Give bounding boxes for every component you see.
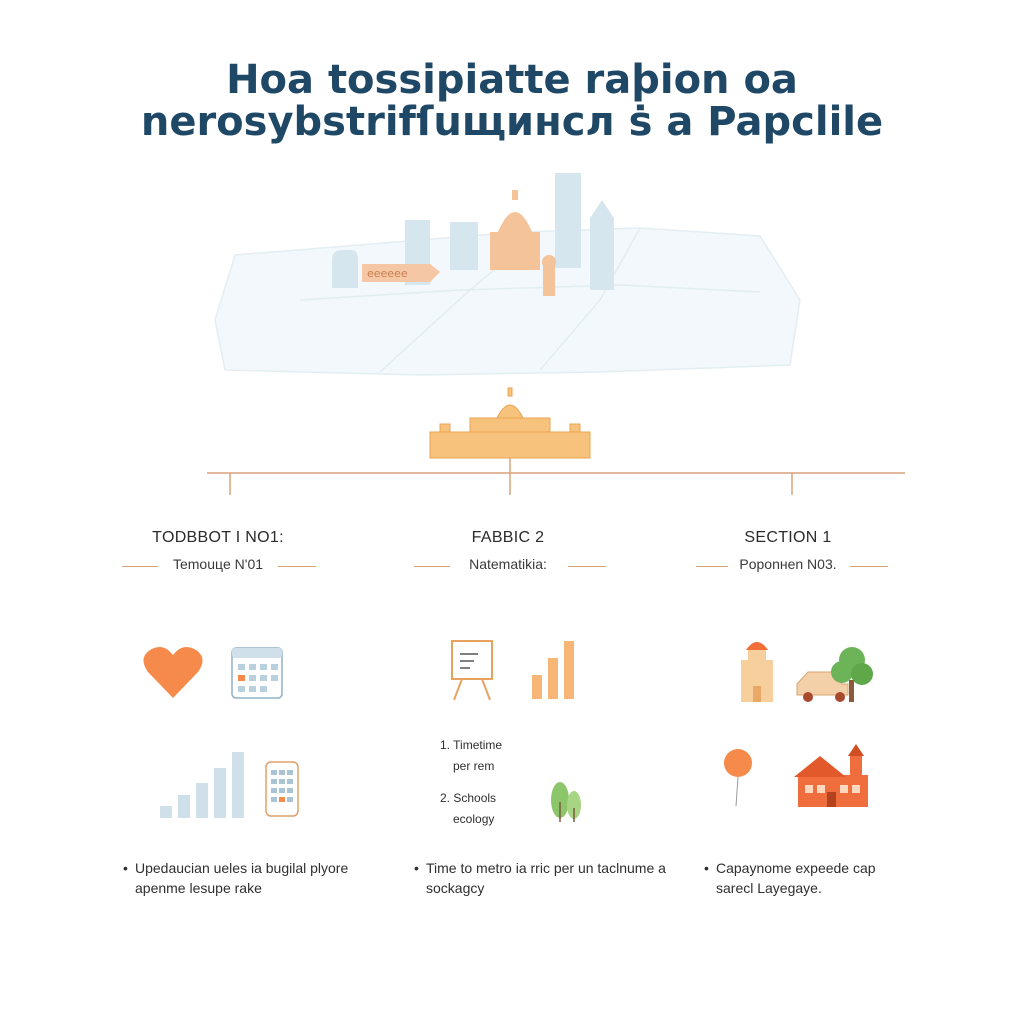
list-item — [440, 790, 496, 806]
section-1-subheading: Temouцe N'01 — [172, 556, 264, 572]
section-1-bullet — [123, 858, 375, 898]
section-2-heading: FABBIC 2 — [471, 529, 545, 546]
section-3-subheading: Poponнen N03. — [739, 556, 837, 572]
section-3-bullet — [704, 858, 896, 898]
calendar-icon — [232, 648, 282, 698]
bullet-dot: • — [414, 860, 419, 876]
house-icon — [794, 744, 868, 807]
heart-icon — [143, 647, 202, 698]
list-number: 2. — [440, 791, 451, 805]
tower-icon — [741, 642, 773, 702]
list-line-1: Timetime — [453, 738, 503, 752]
bullet-text: Time to metro ia rric per un taclnume a sockagcy — [426, 860, 666, 896]
list-item-continuation: per rem — [453, 759, 495, 773]
list-item-continuation: ecology — [453, 812, 495, 826]
list-line-1: Schools — [453, 791, 497, 805]
bullet-text: Upedaucian ueles ia bugilal plyore apenme lesupe rake — [135, 860, 349, 896]
phone-icon — [266, 762, 298, 816]
bullet-dot: • — [123, 860, 128, 876]
bullet-text: Capaynome expeede cap sarecl Layegaye. — [716, 860, 876, 896]
tree-icon — [551, 782, 581, 822]
section-3-heading: SECTION 1 — [744, 529, 832, 546]
section-1-heading: TODBBOT I NO1: — [152, 529, 284, 546]
section-2-subheading: Natematikia: — [469, 556, 547, 572]
bar-chart-icon — [160, 752, 244, 818]
easel-icon — [452, 641, 492, 700]
bullet-dot: • — [704, 860, 709, 876]
page-title-line-1: Hoa tossipiatte raþion oa — [226, 57, 798, 103]
page-title-line-2: nerosybstrifſuщинсл ṡ a Papclile — [140, 99, 884, 145]
section-2-bullet — [414, 858, 666, 898]
map-label-text: eeeeee — [367, 267, 408, 280]
list-number: 1. — [440, 738, 451, 752]
balloon-icon — [724, 749, 752, 806]
bar-chart-icon — [532, 641, 574, 699]
list-item — [440, 737, 502, 753]
